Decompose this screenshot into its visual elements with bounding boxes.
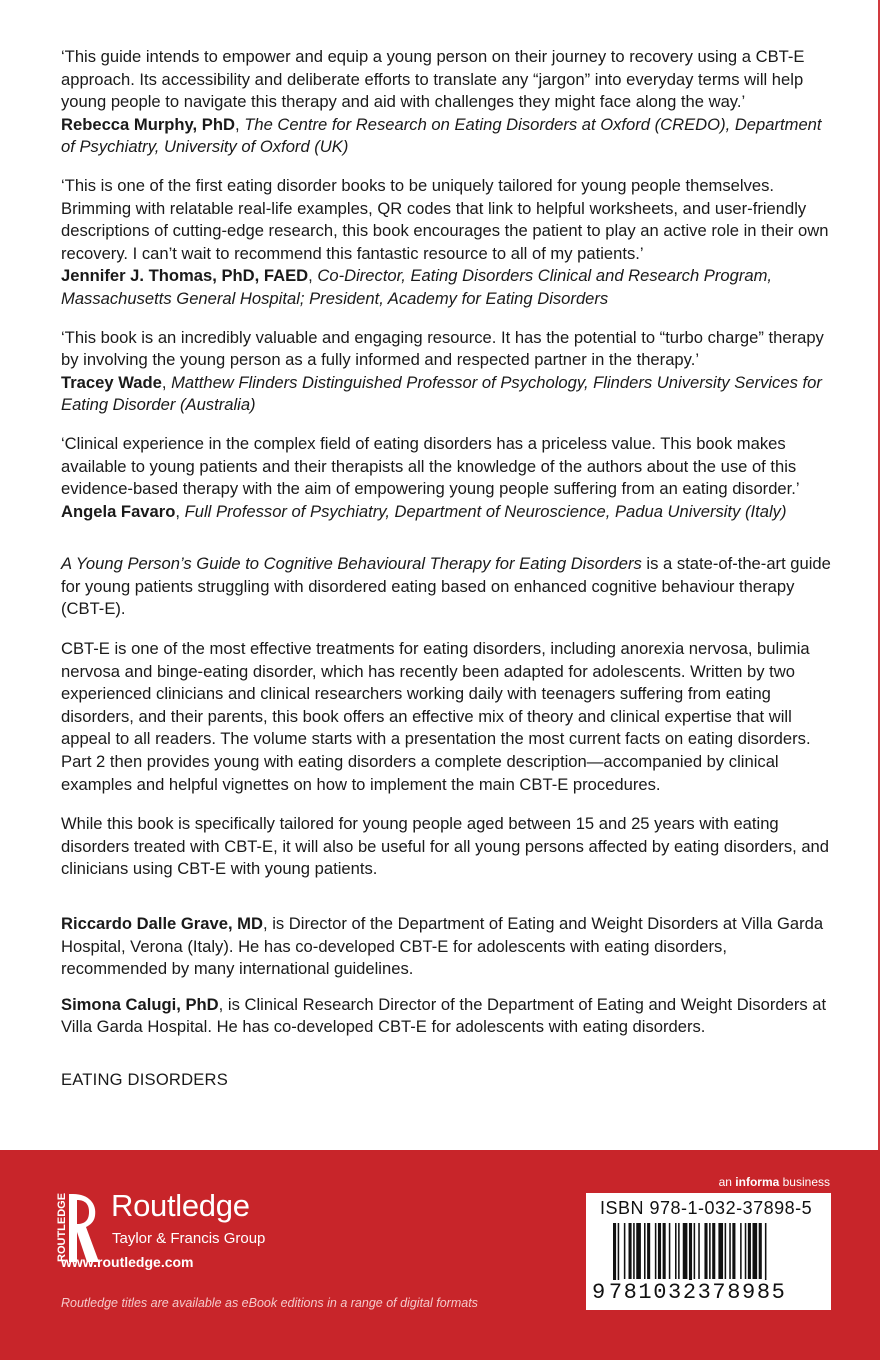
subject-category: EATING DISORDERS: [61, 1069, 229, 1089]
endorser-affiliation: Co-Director, Eating Disorders Clinical and Research Program, Massachusetts General Hospital; President, Academy for Eating Disorders: [61, 266, 773, 308]
endorsement: ‘Clinical experience in the complex field of eating disorders has a priceless value. This book makes available to young patients and their therapists all the knowledge of the authors about the use of this evidence-based therapy with the aim of empowering young people suffering from an eating disorder.’ Angela Favaro, Full Professor of Psychiatry, Department of Neuroscience, Padua University (Italy): [61, 433, 835, 523]
endorser-name: Jennifer J. Thomas, PhD, FAED: [61, 266, 309, 286]
isbn-barcode: [586, 1193, 831, 1310]
book-title: A Young Person’s Guide to Cognitive Behavioural Therapy for Eating Disorders: [61, 554, 642, 574]
isbn-number: ISBN 978-1-032-37898-5: [600, 1198, 813, 1218]
book-description: While this book is specifically tailored for young people aged between 15 and 25 years with eating disorders treated with CBT-E, it will also be useful for all young persons affected by eating disorders, and clinicians using CBT-E with young patients.: [61, 814, 830, 879]
endorser-name: Tracey Wade: [61, 372, 162, 392]
endorsement-quote: ‘This guide intends to empower and equip a young person on their journey to recovery using a CBT-E approach. Its accessibility and deliberate efforts to translate any “jargon” into everyday terms will help young people to navigate this therapy and aid with challenges they might face along the way.’: [61, 47, 805, 112]
book-description: CBT-E is one of the most effective treatments for eating disorders, including anorexia nervosa, bulimia nervosa and binge-eating disorder, which has recently been adapted for adolescents. Written by two experienced clinicians and clinical researchers working daily with teenagers suffering from eating disorders, and their parents, this book offers an effective mix of theory and clinical expertise that will appeal to all readers. The volume starts with a presentation the most current facts on eating disorders. Part 2 then provides young with eating disorders a complete description—accompanied by clinical examples and helpful vignettes on how to implement the main CBT-E procedures.: [61, 639, 811, 794]
barcode-digits: 9781032378985: [592, 1280, 787, 1305]
publisher-footer: [0, 1150, 880, 1360]
back-cover-text: [61, 46, 835, 1092]
endorsement-quote: ‘Clinical experience in the complex field of eating disorders has a priceless value. This book makes available to young patients and their therapists all the knowledge of the authors about the use of this evidence-based therapy with the aim of empowering young people suffering from an eating disorder.’: [61, 433, 800, 499]
endorsement-quote: ‘This book is an incredibly valuable and engaging resource. It has the potential to “turbo charge” therapy by involving the young person as a fully informed and respected partner in the therapy.’: [61, 327, 824, 370]
ebook-note: Routledge titles are available as eBook editions in a range of digital formats: [61, 1296, 478, 1310]
endorser-name: Angela Favaro: [61, 501, 176, 521]
endorser-affiliation: The Centre for Research on Eating Disorders at Oxford (CREDO), Department of Psychiatry, University of Oxford (UK): [61, 114, 822, 157]
endorser-affiliation: Matthew Flinders Distinguished Professor of Psychology, Flinders University Services for Eating Disorder (Australia): [61, 372, 822, 415]
barcode-icon: [613, 1223, 823, 1288]
author-bio: [61, 913, 835, 981]
informa-tagline: an informa business: [718, 1175, 830, 1189]
book-description: [61, 553, 835, 621]
endorsement: ‘This is one of the first eating disorder books to be uniquely tailored for young people themselves. Brimming with relatable real-life examples, QR codes that link to helpful worksheets, and user-friendly descriptions of cutting-edge research, this book encourages the patient to play an active role in their own recovery. I can’t wait to recommend this fantastic resource to all of my patients.’ Jennifer J. Thomas, PhD, FAED, Co-Director, Eating Disorders Clinical and Research Program, Massachusetts General Hospital; President, Academy for Eating Disorders: [61, 175, 835, 311]
logo-vertical-text: ROUTLEDGE: [56, 1192, 68, 1262]
author-bio-text: , is Director of the Department of Eating and Weight Disorders at Villa Garda Hospital, Verona (Italy). He has co-developed CBT-E for adolescents with eating disorders, recommended by many international guidelines.: [61, 914, 824, 979]
endorsement-quote: ‘This is one of the first eating disorder books to be uniquely tailored for young people themselves. Brimming with relatable real-life examples, QR codes that link to helpful worksheets, and user-friendly descriptions of cutting-edge research, this book encourages the patient to play an active role in their own recovery. I can’t wait to recommend this fantastic resource to all of my patients.’: [61, 175, 829, 263]
author-bio-text: , is Clinical Research Director of the Department of Eating and Weight Disorders at Villa Garda Hospital. He has co-developed CBT-E for adolescents with eating disorders.: [61, 994, 827, 1037]
description-text: is a state-of-the-art guide for young patients struggling with disordered eating based on enhanced cognitive behaviour therapy (CBT-E).: [61, 554, 831, 619]
publisher-website[interactable]: www.routledge.com: [61, 1254, 194, 1270]
publisher-name: Routledge: [111, 1188, 250, 1223]
endorsement: ‘This guide intends to empower and equip a young person on their journey to recovery using a CBT-E approach. Its accessibility and deliberate efforts to translate any “jargon” into everyday terms will help young people to navigate this therapy and aid with challenges they might face along the way.’ Rebecca Murphy, PhD, The Centre for Research on Eating Disorders at Oxford (CREDO), Department of Psychiatry, University of Oxford (UK): [61, 46, 835, 159]
author-bio: [61, 994, 835, 1039]
publisher-group: Taylor & Francis Group: [112, 1230, 266, 1247]
endorsement: ‘This book is an incredibly valuable and engaging resource. It has the potential to “turbo charge” therapy by involving the young person as a fully informed and respected partner in the therapy.’ Tracey Wade, Matthew Flinders Distinguished Professor of Psychology, Flinders University Services for Eating Disorder (Australia): [61, 327, 835, 417]
endorser-affiliation: Full Professor of Psychiatry, Department of Neuroscience, Padua University (Italy): [184, 501, 787, 521]
author-name: Simona Calugi, PhD: [61, 994, 219, 1014]
author-name: Riccardo Dalle Grave, MD: [61, 914, 263, 933]
endorser-name: Rebecca Murphy, PhD: [61, 114, 235, 134]
